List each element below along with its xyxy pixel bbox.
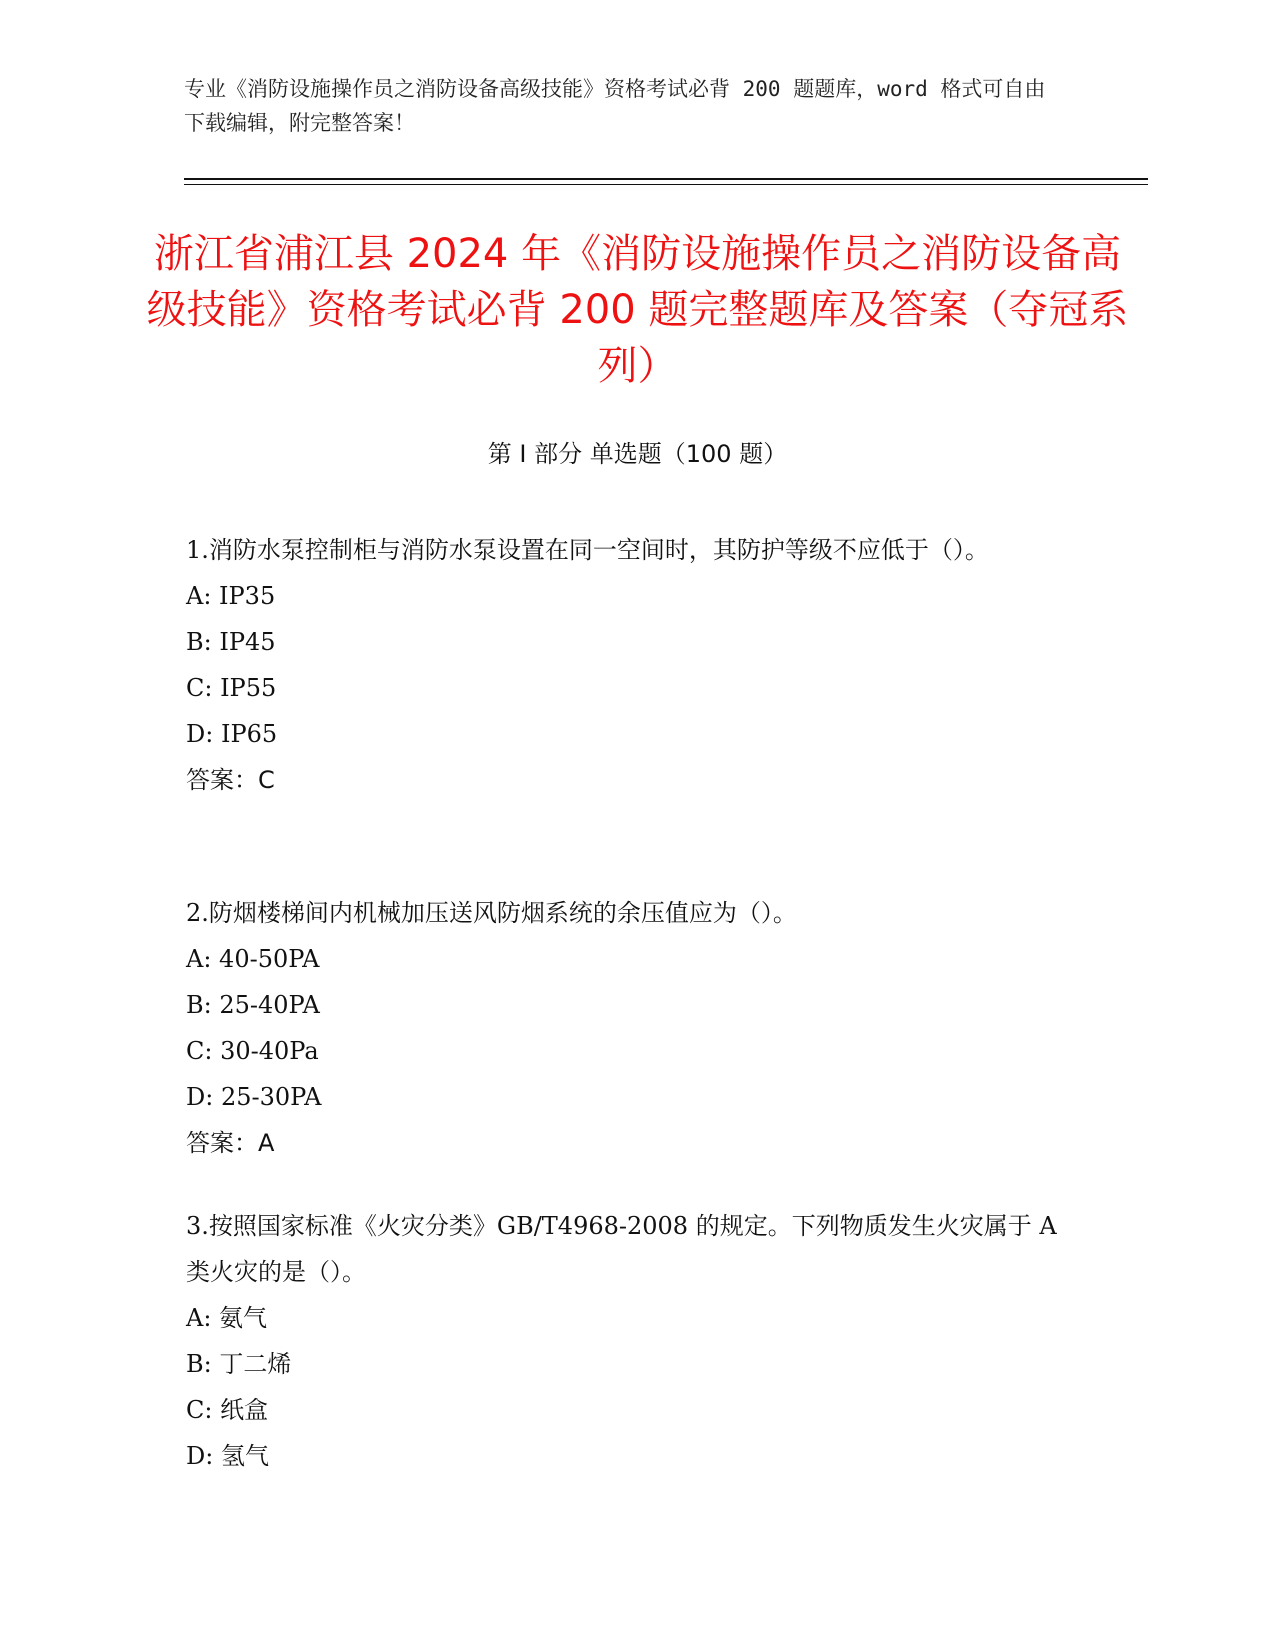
section-title: 第 I 部分 单选题（100 题） [487, 440, 788, 468]
option-b: B: 25-40PA [186, 991, 320, 1019]
option-c: C: 30-40Pa [186, 1037, 319, 1065]
option-a: A: 氨气 [186, 1304, 268, 1332]
option-d: D: 25-30PA [186, 1083, 322, 1111]
option-b: B: 丁二烯 [186, 1350, 292, 1378]
question-2 [186, 890, 1086, 1166]
header-note: 专业《消防设施操作员之消防设备高级技能》资格考试必背 200 题题库，word 格式可自由下载编辑，附完整答案！ [184, 77, 1046, 135]
document-title: 浙江省浦江县 2024 年《消防设施操作员之消防设备高级技能》资格考试必背 200 题完整题库及答案（夺冠系列） [146, 231, 1129, 389]
answer: 答案：A [186, 1129, 275, 1157]
option-c: C: IP55 [186, 674, 277, 702]
header-rule-thick [184, 178, 1148, 180]
question-3 [186, 1203, 1086, 1479]
question-text: 2.防烟楼梯间内机械加压送风防烟系统的余压值应为（）。 [186, 899, 797, 927]
answer: 答案：C [186, 766, 275, 794]
option-a: A: 40-50PA [186, 945, 320, 973]
header-rule-thin [184, 184, 1148, 185]
option-b: B: IP45 [186, 628, 276, 656]
question-text: 1.消防水泵控制柜与消防水泵设置在同一空间时，其防护等级不应低于（）。 [186, 536, 989, 564]
option-c: C: 纸盒 [186, 1396, 269, 1424]
option-a: A: IP35 [186, 582, 276, 610]
question-text: 3.按照国家标准《火灾分类》GB/T4968-2008 的规定。下列物质发生火灾属于 A 类火灾的是（）。 [186, 1212, 1057, 1286]
option-d: D: 氢气 [186, 1442, 269, 1470]
option-d: D: IP65 [186, 720, 278, 748]
question-1 [186, 527, 1086, 803]
